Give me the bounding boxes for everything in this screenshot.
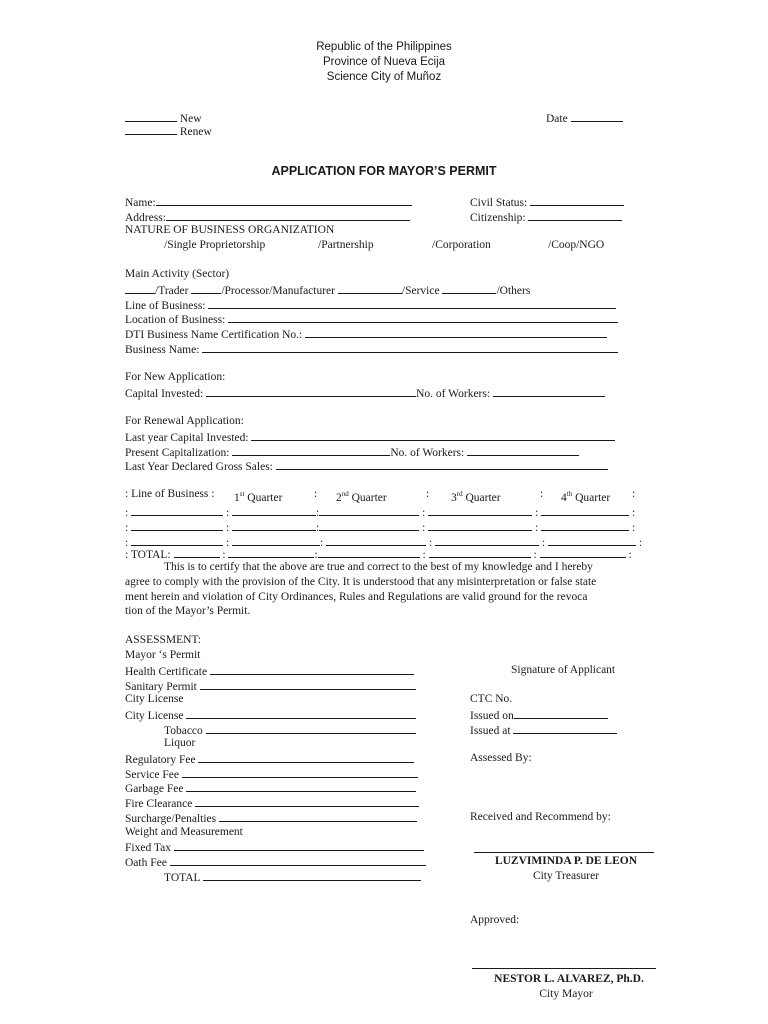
ctc-no: CTC No. xyxy=(470,693,513,705)
present-cap-field[interactable]: Present Capitalization: No. of Workers: xyxy=(125,444,579,460)
renewal-heading: For Renewal Application: xyxy=(125,415,244,427)
quarter-header-q1: 1st Quarter xyxy=(234,490,283,504)
assess-weight-measurement: Weight and Measurement xyxy=(125,826,243,838)
last-capital-field[interactable]: Last year Capital Invested: xyxy=(125,429,615,445)
treasurer-name: LUZVIMINDA P. DE LEON xyxy=(494,855,638,867)
treasurer-title: City Treasurer xyxy=(532,870,600,882)
form-title: APPLICATION FOR MAYOR’S PERMIT xyxy=(271,164,497,178)
assess-city-license-2[interactable]: City License xyxy=(125,707,416,723)
renew-option[interactable]: Renew xyxy=(125,123,212,139)
assess-fire-clearance[interactable]: Fire Clearance xyxy=(125,795,419,811)
org-single-proprietorship[interactable]: /Single Proprietorship xyxy=(164,239,266,251)
mayor-name: NESTOR L. ALVAREZ, Ph.D. xyxy=(494,973,644,985)
assess-fixed-tax[interactable]: Fixed Tax xyxy=(125,839,424,855)
quarter-header-line-of-business: : Line of Business : xyxy=(125,488,215,500)
assess-sanitary-permit[interactable]: Sanitary Permit xyxy=(125,678,416,694)
name-field[interactable]: Name: xyxy=(125,194,412,210)
date-blank[interactable] xyxy=(571,110,623,122)
header-province: Province of Nueva Ecija xyxy=(322,56,446,68)
sector-processor-blank[interactable] xyxy=(191,282,221,294)
org-partnership[interactable]: /Partnership xyxy=(318,239,374,251)
new-blank[interactable] xyxy=(125,110,177,122)
assess-total[interactable]: TOTAL xyxy=(164,869,421,885)
location-field[interactable]: Location of Business: xyxy=(125,311,618,327)
sector-others-blank[interactable] xyxy=(442,282,496,294)
renew-workers-blank[interactable] xyxy=(467,444,579,456)
header-republic: Republic of the Philippines xyxy=(316,41,452,53)
assess-surcharge[interactable]: Surcharge/Penalties xyxy=(125,810,417,826)
new-workers-blank[interactable] xyxy=(493,385,605,397)
approved-label: Approved: xyxy=(470,914,520,926)
certification-line: This is to certify that the above are true and correct to the best of my knowledge and I hereby xyxy=(164,561,593,573)
assess-oath-fee[interactable]: Oath Fee xyxy=(125,854,426,870)
certification-line: tion of the Mayor’s Permit. xyxy=(125,605,251,617)
sector-service-blank[interactable] xyxy=(338,282,402,294)
assess-service-fee[interactable]: Service Fee xyxy=(125,766,418,782)
org-coop-ngo[interactable]: /Coop/NGO xyxy=(548,239,605,251)
assess-regulatory-fee[interactable]: Regulatory Fee xyxy=(125,751,414,767)
civil-status-field[interactable]: Civil Status: xyxy=(470,194,624,210)
citizenship-field[interactable]: Citizenship: xyxy=(470,209,622,225)
gross-sales-field[interactable]: Last Year Declared Gross Sales: xyxy=(125,458,608,474)
issued-on-field[interactable]: Issued on xyxy=(470,707,608,723)
mayor-title: City Mayor xyxy=(539,988,593,1000)
signature-of-applicant: Signature of Applicant xyxy=(511,664,616,676)
issued-at-field[interactable]: Issued at xyxy=(470,722,617,738)
assess-tobacco[interactable]: Tobacco xyxy=(164,722,416,738)
org-corporation[interactable]: /Corporation xyxy=(432,239,491,251)
new-option[interactable]: New xyxy=(125,110,202,126)
new-app-heading: For New Application: xyxy=(125,371,226,383)
assess-liquor: Liquor xyxy=(164,737,196,749)
address-field[interactable]: Address: xyxy=(125,209,410,225)
certification-line: agree to comply with the provision of the City. It is understood that any misinterpretation or false state xyxy=(125,576,597,588)
assess-health-certificate[interactable]: Health Certificate xyxy=(125,663,414,679)
assess-city-license: City License xyxy=(125,693,184,705)
sector-row: /Trader /Processor/Manufacturer /Service /Others xyxy=(125,282,530,298)
quarter-header-q3: 3rd Quarter xyxy=(451,490,501,504)
dti-field[interactable]: DTI Business Name Certification No.: xyxy=(125,326,607,342)
capital-invested-field[interactable]: Capital Invested: No. of Workers: xyxy=(125,385,605,401)
civil-status-blank[interactable] xyxy=(530,194,624,206)
mayor-signature-line xyxy=(472,968,656,969)
sector-trader-blank[interactable] xyxy=(125,282,155,294)
main-activity-heading: Main Activity (Sector) xyxy=(125,268,230,280)
citizenship-blank[interactable] xyxy=(528,209,622,221)
quarter-header-q4: 4th Quarter xyxy=(561,490,611,504)
business-name-field[interactable]: Business Name: xyxy=(125,341,618,357)
header-city: Science City of Muñoz xyxy=(326,71,442,83)
quarter-row[interactable]: : : : : : : xyxy=(125,504,635,520)
quarter-total-row[interactable]: : TOTAL: : : : : : xyxy=(125,546,632,562)
treasurer-signature-line xyxy=(474,852,654,853)
assessment-heading: ASSESSMENT: xyxy=(125,634,202,646)
date-field[interactable]: Date xyxy=(546,110,623,126)
certification-line: ment herein and violation of City Ordinances, Rules and Regulations are valid ground for the revoca xyxy=(125,591,588,603)
assess-garbage-fee[interactable]: Garbage Fee xyxy=(125,780,416,796)
received-recommend-by: Received and Recommend by: xyxy=(470,811,611,823)
line-of-business-field[interactable]: Line of Business: xyxy=(125,297,616,313)
renew-blank[interactable] xyxy=(125,123,177,135)
nature-heading: NATURE OF BUSINESS ORGANIZATION xyxy=(125,224,335,236)
quarter-row[interactable]: : : : : : : xyxy=(125,534,642,550)
quarter-header-q2: 2nd Quarter xyxy=(336,490,387,504)
assessed-by: Assessed By: xyxy=(470,752,532,764)
assess-mayors-permit: Mayor ‘s Permit xyxy=(125,649,201,661)
address-blank[interactable] xyxy=(166,209,410,221)
name-blank[interactable] xyxy=(156,194,412,206)
quarter-row[interactable]: : : : : : : xyxy=(125,519,635,535)
